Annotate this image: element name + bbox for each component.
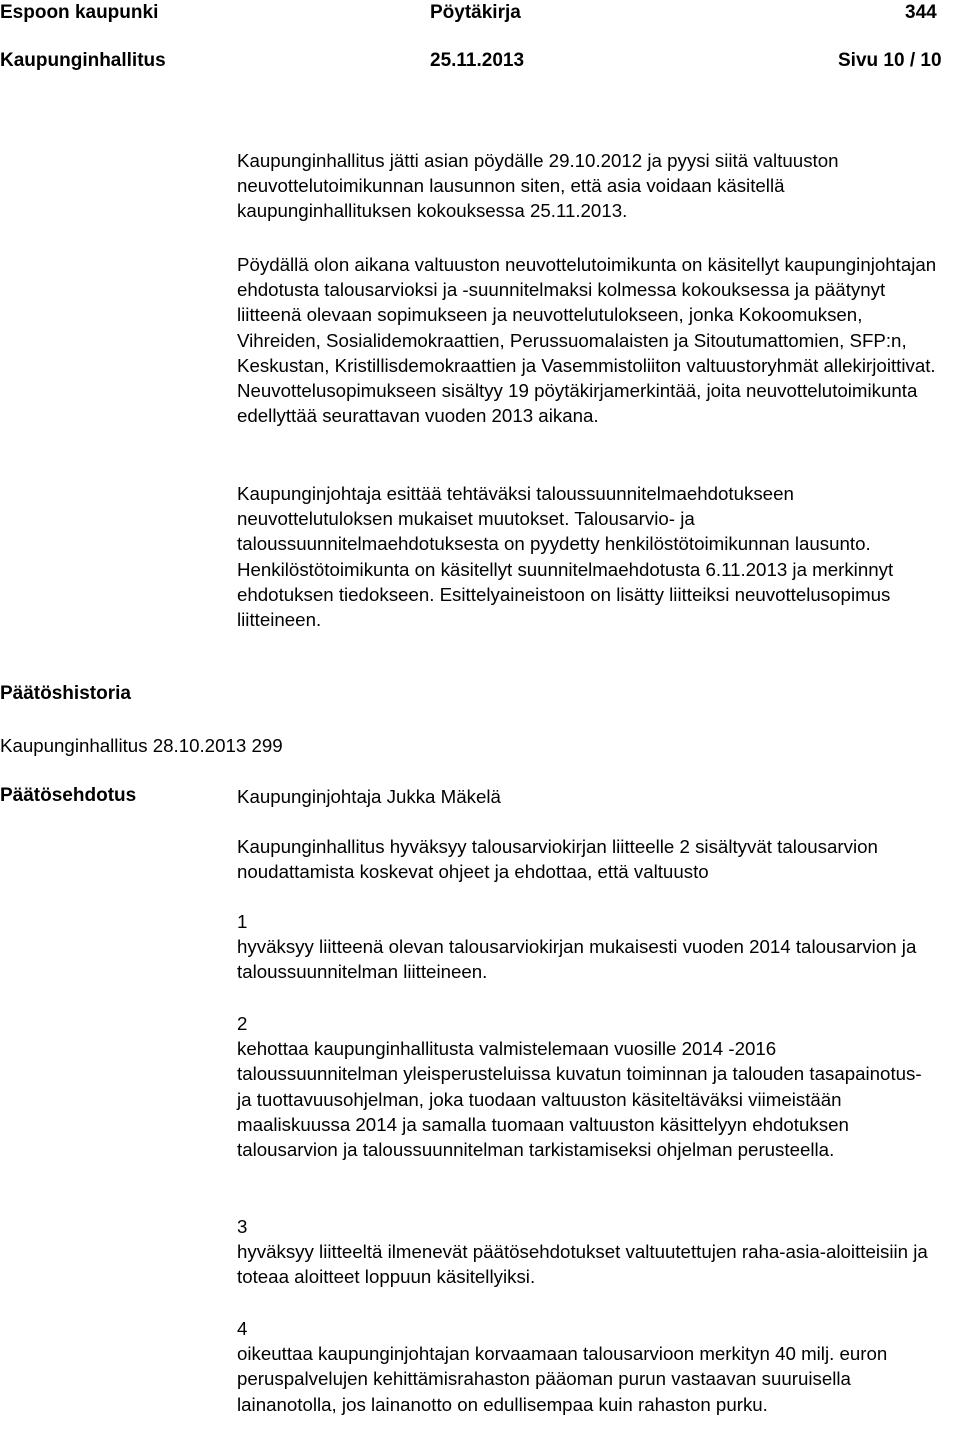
document-header-row-1 [0, 0, 960, 28]
proposal-item [237, 1011, 937, 1162]
item-text: oikeuttaa kaupunginjohtajan korvaamaan talousarvioon merkityn 40 milj. euron peruspalvelujen kehittämisrahaston pääoman purun vastaavan suuruisella lainanotolla, jos lainanotto on edullisempaa kuin rahaston purku. [237, 1343, 888, 1415]
paragraph-tabled [237, 148, 937, 224]
section-number: 344 [905, 2, 937, 23]
intro-text: Kaupunginhallitus hyväksyy talousarviokirjan liitteelle 2 sisältyvät talousarvion noudattamista koskevat ohjeet ja ehdottaa, että valtuusto [237, 836, 878, 883]
item-number: 4 [237, 1318, 248, 1339]
meeting-date: 25.11.2013 [430, 50, 525, 71]
proposal-item [237, 909, 937, 985]
paragraph-text: Kaupunginjohtaja esittää tehtäväksi taloussuunnitelmaehdotukseen neuvottelutuloksen mukaiset muutokset. Talousarvio- ja taloussuunnitelmaehdotuksesta on pyydetty henkilöstötoimikunnan lausunto. Henkilöstötoimikunta on käsitellyt suunnitelmaehdotusta 6.11.2013 ja merkinnyt ehdotuksen tiedokseen. Esittelyaineistoon on lisätty liitteiksi neuvottelusopimus liitteineen. [237, 483, 894, 631]
paragraph-mayor-proposal [237, 481, 937, 632]
item-text: kehottaa kaupunginhallitusta valmistelemaan vuosille 2014 -2016 taloussuunnitelman yleisperusteluissa kuvatun toiminnan ja talouden tasapainotus- ja tuottavuusohjelman, joka tuodaan valtuuston käsiteltäväksi viimeistään maaliskuussa 2014 ja samalla tuomaan valtuuston käsittelyyn ehdotuksen talousarvion ja taloussuunnitelman tarkistamiseksi ohjelman perusteella. [237, 1038, 922, 1161]
item-number: 2 [237, 1013, 248, 1034]
document-type: Pöytäkirja [430, 2, 521, 23]
paragraph-text: Pöydällä olon aikana valtuuston neuvottelutoimikunta on käsitellyt kaupunginjohtajan ehdotusta talousarvioksi ja -suunnitelmaksi kolmessa kokouksessa ja päätynyt liitteenä olevaan sopimukseen ja neuvottelutulokseen, jonka Kokoomuksen, Vihreiden, Sosialidemokraattien, Perussuomalaisten ja Sitoutumattomien, SFP:n, Keskustan, Kristillisdemokraattien ja Vasemmistoliiton valtuustoryhmät allekirjoittivat. Neuvottelusopimukseen sisältyy 19 pöytäkirjamerkintää, joita neuvottelutoimikunta edellyttää seurattavan vuoden 2013 aikana. [237, 254, 937, 427]
item-text: hyväksyy liitteenä olevan talousarviokirjan mukaisesti vuoden 2014 talousarvion ja taloussuunnitelman liitteineen. [237, 936, 917, 983]
proposal-presenter [237, 784, 937, 809]
decision-history-entry: Kaupunginhallitus 28.10.2013 299 [0, 735, 283, 756]
paragraph-text: Kaupunginhallitus jätti asian pöydälle 29.10.2012 ja pyysi siitä valtuuston neuvottelutoimikunnan lausunnon siten, että asia voidaan käsitellä kaupunginhallituksen kokouksessa 25.11.2013. [237, 150, 839, 222]
presenter-name: Kaupunginjohtaja Jukka Mäkelä [237, 786, 501, 807]
page-number: Sivu 10 / 10 [838, 50, 942, 71]
decision-body: Kaupunginhallitus [0, 50, 166, 71]
proposal-intro [237, 834, 937, 884]
item-number: 3 [237, 1216, 248, 1237]
item-number: 1 [237, 911, 248, 932]
proposal-item [237, 1316, 937, 1417]
proposal-label: Päätösehdotus [0, 785, 137, 806]
proposal-item [237, 1214, 937, 1290]
paragraph-negotiation [237, 252, 937, 428]
document-header-row-2 [0, 46, 960, 76]
organization-name: Espoon kaupunki [0, 2, 159, 23]
decision-history-heading: Päätöshistoria [0, 683, 131, 704]
item-text: hyväksyy liitteeltä ilmenevät päätösehdotukset valtuutettujen raha-asia-aloitteisiin ja toteaa aloitteet loppuun käsitellyiksi. [237, 1241, 928, 1288]
